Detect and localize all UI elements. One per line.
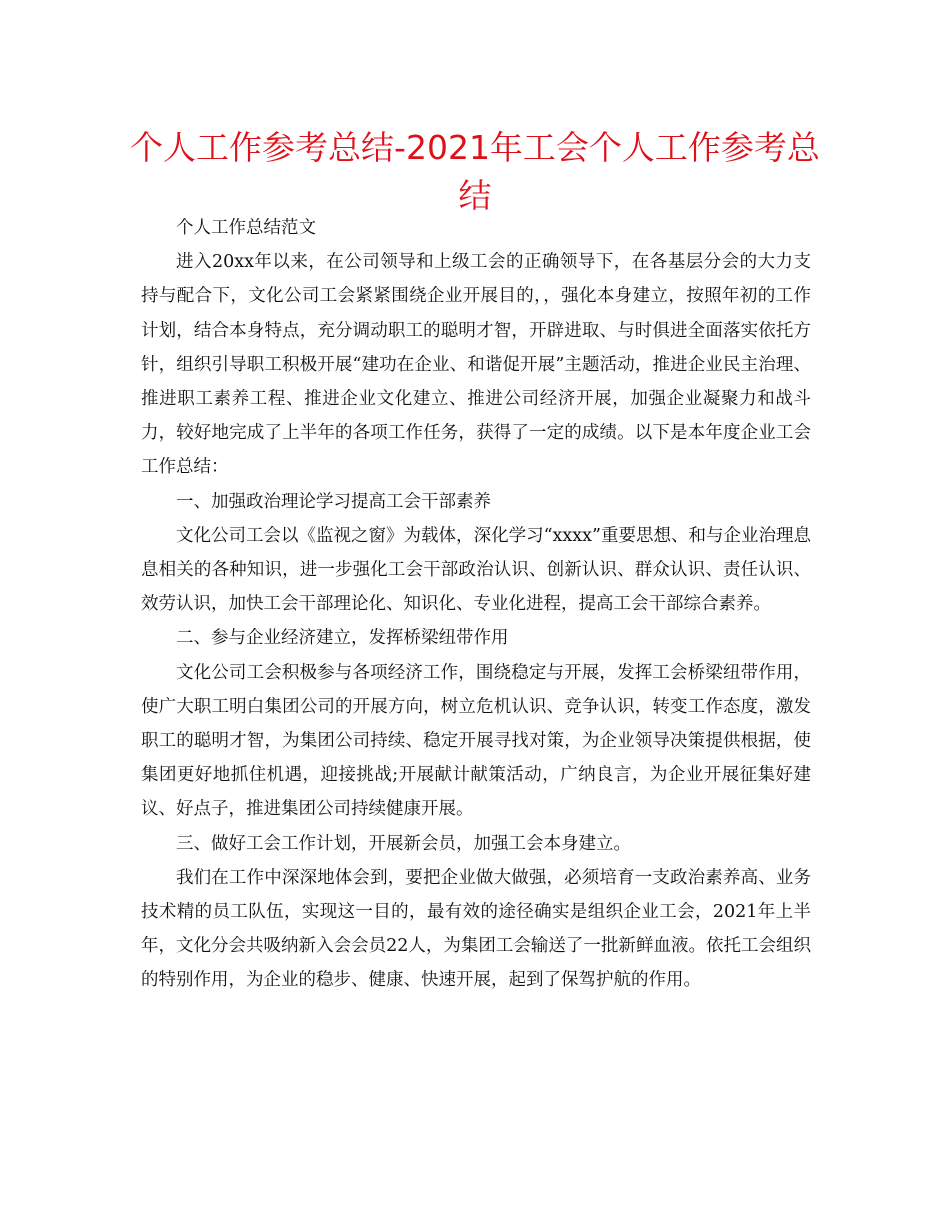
document-body <box>141 211 811 998</box>
paragraph-section-1: 文化公司工会以《监视之窗》为载体，深化学习“xxxx”重要思想、和与企业治理息息相关的各种知识，进一步强化工会干部政治认识、创新认识、群众认识、责任认识、效劳认识，加快工会干部理论化、知识化、专业化进程，提高工会干部综合素养。 <box>141 525 811 615</box>
paragraph-section-3: 我们在工作中深深地体会到，要把企业做大做强，必须培育一支政治素养高、业务技术精的员工队伍，实现这一目的，最有效的途径确实是组织企业工会，2021年上半年，文化分会共吸纳新入会会员22人，为集团工会输送了一批新鲜血液。依托工会组织的特别作用，为企业的稳步、健康、快速开展，起到了保驾护航的作用。 <box>141 867 811 991</box>
paragraph-intro: 进入20xx年以来，在公司领导和上级工会的正确领导下，在各基层分会的大力支持与配合下，文化公司工会紧紧围绕企业开展目的，，强化本身建立，按照年初的工作计划，结合本身特点，充分调动职工的聪明才智，开辟进取、与时俱进全面落实依托方针，组织引导职工积极开展“建功在企业、和谐促开展”主题活动，推进企业民主治理、推进职工素养工程、推进企业文化建立、推进公司经济开展，加强企业凝聚力和战斗力，较好地完成了上半年的各项工作任务，获得了一定的成绩。以下是本年度企业工会工作总结： <box>141 252 811 478</box>
section-heading-1: 一、加强政治理论学习提高工会干部素养 <box>176 491 491 512</box>
paragraph-section-2: 文化公司工会积极参与各项经济工作，围绕稳定与开展，发挥工会桥梁纽带作用，使广大职工明白集团公司的开展方向，树立危机认识、竞争认识，转变工作态度，激发职工的聪明才智，为集团公司持续、稳定开展寻找对策，为企业领导决策提供根据，使集团更好地抓住机遇，迎接挑战;开展献计献策活动，广纳良言，为企业开展征集好建议、好点子，推进集团公司持续健康开展。 <box>141 662 811 820</box>
section-heading-2: 二、参与企业经济建立，发挥桥梁纽带作用 <box>176 628 509 649</box>
document-title: 个人工作参考总结-2021年工会个人工作参考总结 <box>130 128 820 215</box>
paragraph-subtitle: 个人工作总结范文 <box>176 218 316 238</box>
section-heading-3: 三、做好工会工作计划，开展新会员，加强工会本身建立。 <box>176 833 631 854</box>
